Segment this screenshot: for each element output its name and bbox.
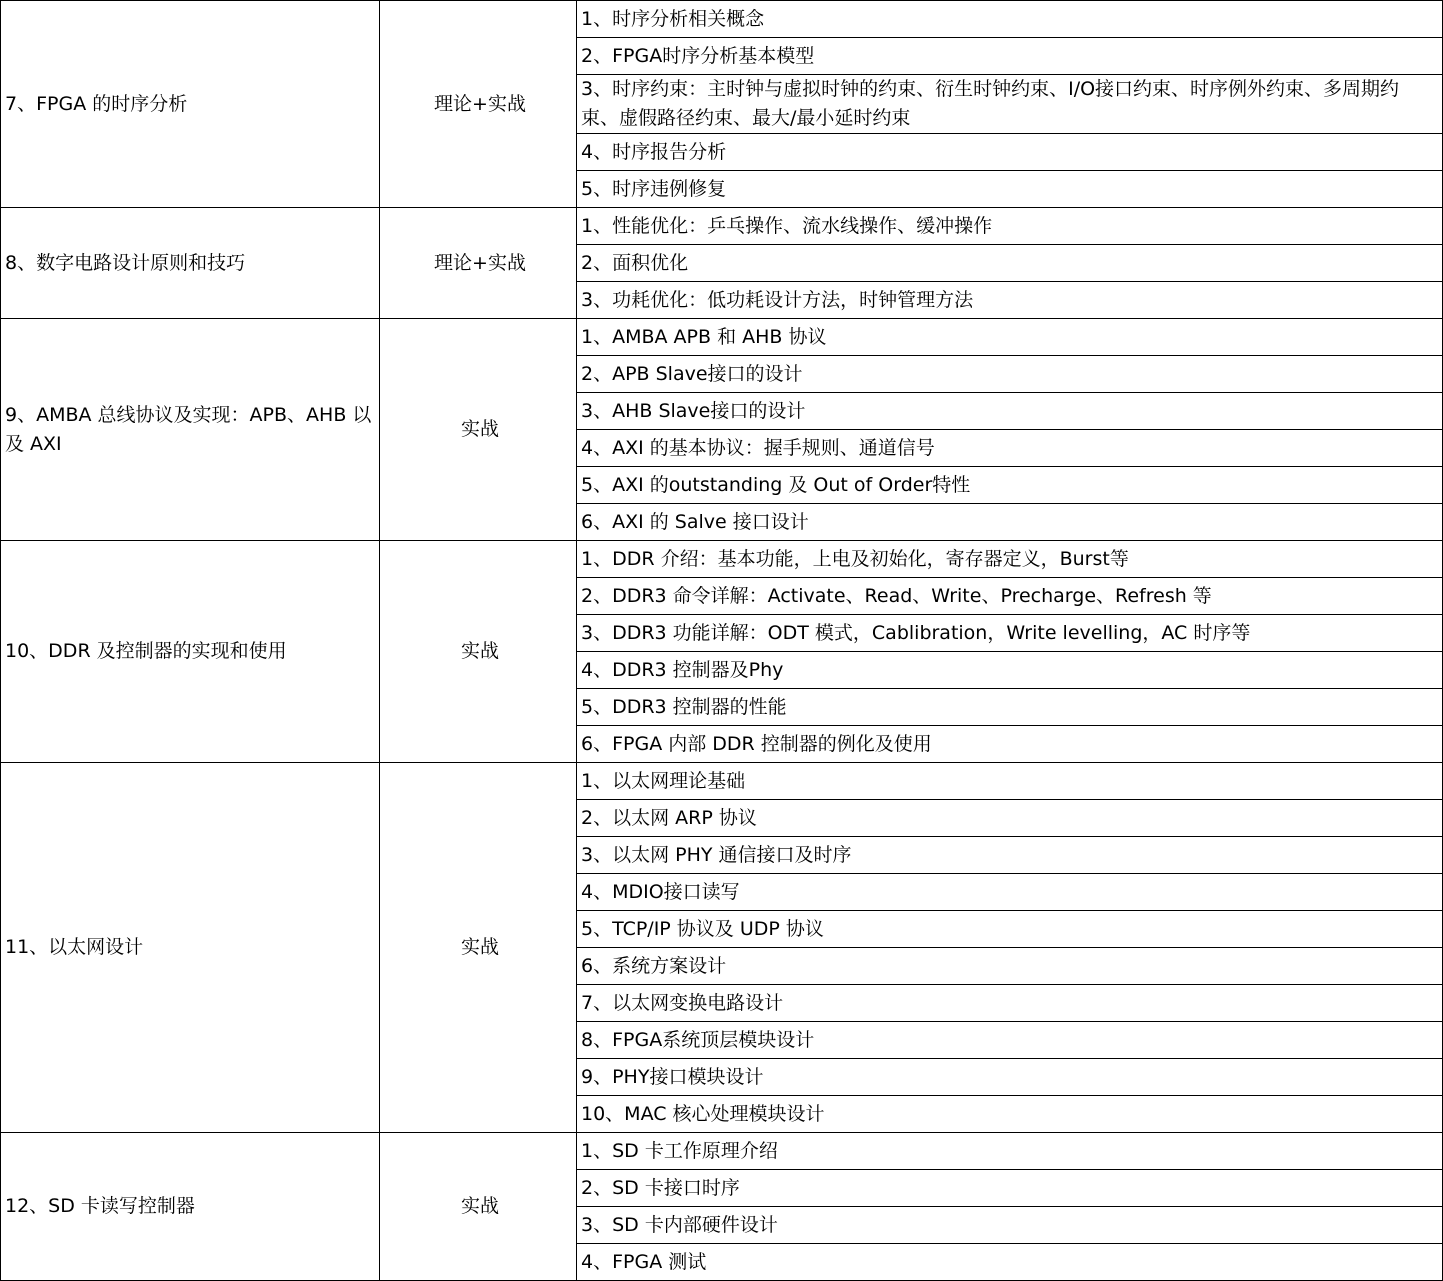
section-type: 实战 [380, 319, 577, 541]
list-item: 4、AXI 的基本协议：握手规则、通道信号 [577, 430, 1443, 467]
section-title: 12、SD 卡读写控制器 [1, 1133, 380, 1281]
section-type: 实战 [380, 1133, 577, 1281]
section-type: 实战 [380, 763, 577, 1133]
list-item: 3、时序约束：主时钟与虚拟时钟的约束、衍生时钟约束、I/O接口约束、时序例外约束、多周期约束、虚假路径约束、最大/最小延时约束 [577, 75, 1443, 134]
list-item: 6、系统方案设计 [577, 948, 1443, 985]
list-item: 2、DDR3 命令详解：Activate、Read、Write、Precharge、Refresh 等 [577, 578, 1443, 615]
list-item: 3、DDR3 功能详解：ODT 模式，Cablibration，Write levelling，AC 时序等 [577, 615, 1443, 652]
list-item: 4、MDIO接口读写 [577, 874, 1443, 911]
list-item: 3、功耗优化：低功耗设计方法，时钟管理方法 [577, 282, 1443, 319]
list-item: 3、以太网 PHY 通信接口及时序 [577, 837, 1443, 874]
list-item: 9、PHY接口模块设计 [577, 1059, 1443, 1096]
list-item: 1、AMBA APB 和 AHB 协议 [577, 319, 1443, 356]
section-type: 实战 [380, 541, 577, 763]
list-item: 5、时序违例修复 [577, 171, 1443, 208]
section-title: 11、以太网设计 [1, 763, 380, 1133]
list-item: 2、以太网 ARP 协议 [577, 800, 1443, 837]
list-item: 10、MAC 核心处理模块设计 [577, 1096, 1443, 1133]
table-row [1, 763, 1443, 800]
table-row [1, 1133, 1443, 1170]
list-item: 7、以太网变换电路设计 [577, 985, 1443, 1022]
list-item: 4、时序报告分析 [577, 134, 1443, 171]
list-item: 5、DDR3 控制器的性能 [577, 689, 1443, 726]
list-item: 3、SD 卡内部硬件设计 [577, 1207, 1443, 1244]
table-row [1, 541, 1443, 578]
list-item: 3、AHB Slave接口的设计 [577, 393, 1443, 430]
list-item: 2、面积优化 [577, 245, 1443, 282]
list-item: 6、FPGA 内部 DDR 控制器的例化及使用 [577, 726, 1443, 763]
section-title: 8、数字电路设计原则和技巧 [1, 208, 380, 319]
list-item: 5、AXI 的outstanding 及 Out of Order特性 [577, 467, 1443, 504]
section-title: 9、AMBA 总线协议及实现：APB、AHB 以及 AXI [1, 319, 380, 541]
list-item: 8、FPGA系统顶层模块设计 [577, 1022, 1443, 1059]
table-row [1, 1, 1443, 38]
list-item: 4、DDR3 控制器及Phy [577, 652, 1443, 689]
section-type: 理论+实战 [380, 1, 577, 208]
list-item: 4、FPGA 测试 [577, 1244, 1443, 1281]
list-item: 5、TCP/IP 协议及 UDP 协议 [577, 911, 1443, 948]
list-item: 2、SD 卡接口时序 [577, 1170, 1443, 1207]
list-item: 6、AXI 的 Salve 接口设计 [577, 504, 1443, 541]
list-item: 1、SD 卡工作原理介绍 [577, 1133, 1443, 1170]
list-item: 2、FPGA时序分析基本模型 [577, 38, 1443, 75]
section-type: 理论+实战 [380, 208, 577, 319]
section-title: 7、FPGA 的时序分析 [1, 1, 380, 208]
list-item: 1、时序分析相关概念 [577, 1, 1443, 38]
list-item: 1、以太网理论基础 [577, 763, 1443, 800]
section-title: 10、DDR 及控制器的实现和使用 [1, 541, 380, 763]
table-row [1, 319, 1443, 356]
table-row [1, 208, 1443, 245]
list-item: 1、DDR 介绍：基本功能，上电及初始化，寄存器定义，Burst等 [577, 541, 1443, 578]
list-item: 1、性能优化：乒乓操作、流水线操作、缓冲操作 [577, 208, 1443, 245]
list-item: 2、APB Slave接口的设计 [577, 356, 1443, 393]
